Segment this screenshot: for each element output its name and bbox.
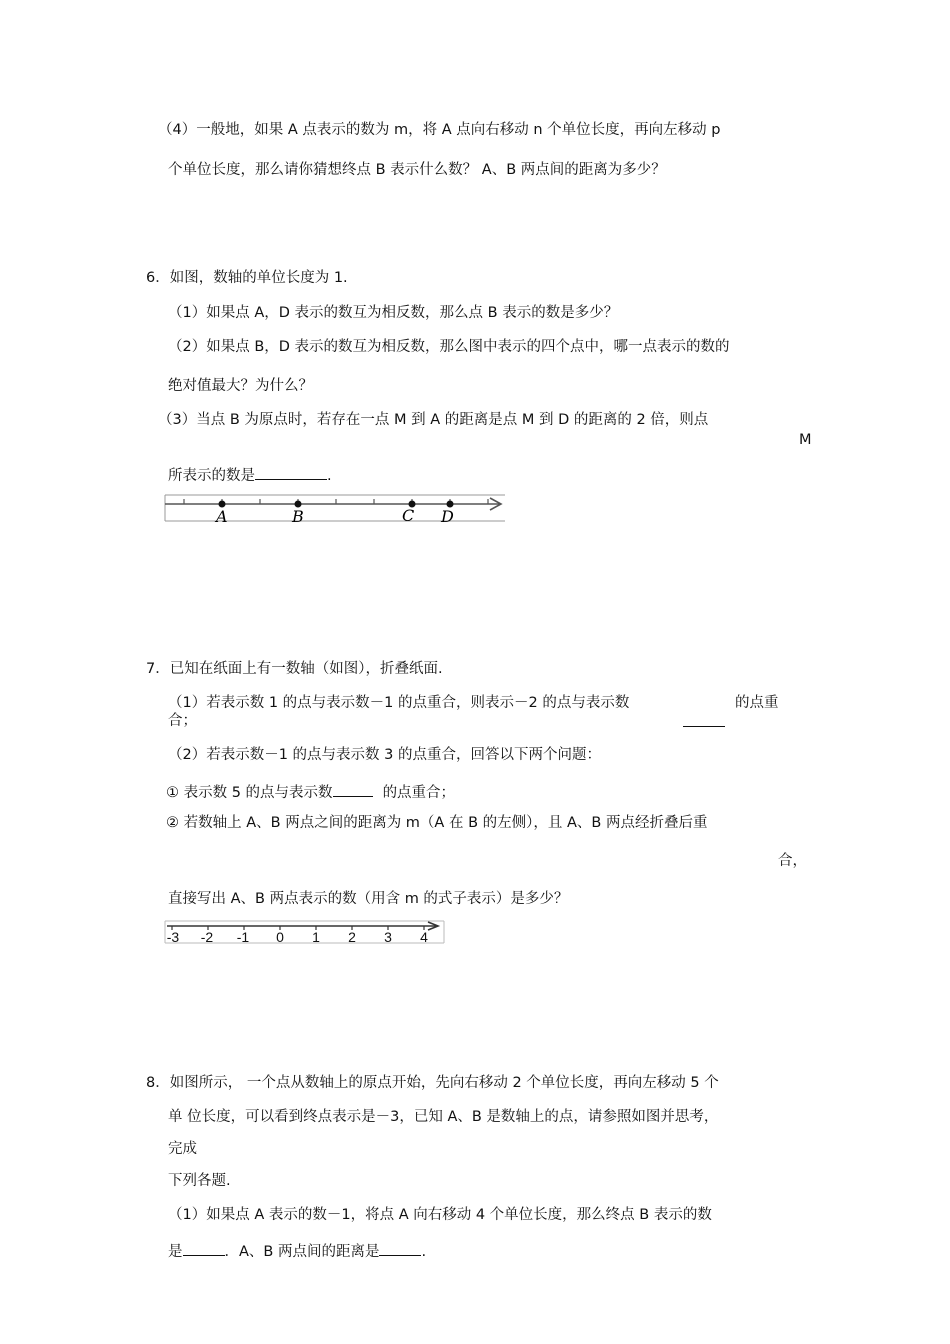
q8-line2: 单 位长度，可以看到终点表示是－3，已知 A、B 是数轴上的点，请参照如图并思考， (168, 1109, 719, 1125)
label-c: C (402, 506, 415, 524)
q6-part3-m: M (799, 432, 812, 448)
q8-part1-text-b: ．A、B 两点间的距离是 (224, 1244, 380, 1260)
tick-label: -2 (200, 929, 214, 944)
q7-part1-line1: （1）若表示数 1 的点与表示数－1 的点重合，则表示－2 的点与表示数 (168, 695, 630, 711)
q6-part3-line2 (168, 463, 332, 486)
q6-part3-line1: （3）当点 B 为原点时，若存在一点 M 到 A 的距离是点 M 到 D 的距离的 2 倍，则点 (158, 412, 709, 428)
q5-part4-line1: （4）一般地，如果 A 点表示的数为 m，将 A 点向右移动 n 个单位长度，再向左移动 p (158, 122, 721, 138)
tick-label: 4 (420, 929, 428, 944)
q6-part2-line2: 绝对值最大？为什么？ (168, 378, 313, 394)
q6-part1: （1）如果点 A，D 表示的数互为相反数，那么点 B 表示的数是多少？ (168, 305, 619, 321)
answer-blank[interactable] (333, 780, 373, 797)
q7-part1-line2: 合； (168, 713, 197, 729)
q7-number-line (164, 918, 445, 944)
q6-number-line (164, 492, 506, 524)
label-d: D (441, 507, 454, 524)
answer-blank[interactable] (183, 1239, 225, 1256)
q7-circle1-tail: 的点重合； (382, 785, 456, 801)
q8-line4: 下列各题. (168, 1173, 231, 1189)
tick-label: 1 (312, 929, 320, 944)
tick-label: -1 (236, 929, 250, 944)
q7-circle2-line1: ② 若数轴上 A、B 两点之间的距离为 m（A 在 B 的左侧），且 A、B 两点经折叠后重 (166, 815, 708, 831)
q7-circle1-text: ① 表示数 5 的点与表示数 (166, 785, 333, 801)
q7-number-line-figure (164, 918, 445, 944)
tick-label: -3 (166, 929, 180, 944)
answer-blank[interactable] (379, 1239, 421, 1256)
q8-part1-text-a: 是 (168, 1244, 183, 1260)
answer-blank[interactable] (255, 463, 327, 480)
tick-label: 3 (384, 929, 392, 944)
q6-part3-end: . (327, 468, 332, 484)
q5-part4-line2: 个单位长度，那么请你猜想终点 B 表示什么数？ A、B 两点间的距离为多少？ (168, 162, 666, 178)
q7-circle1-line (166, 780, 455, 803)
q7-circle2-line2: 直接写出 A、B 两点表示的数（用含 m 的式子表示）是多少？ (168, 891, 569, 907)
q6-stem: 6．如图，数轴的单位长度为 1. (146, 270, 348, 286)
q8-part1-line2 (168, 1239, 426, 1262)
q6-part2-line1: （2）如果点 B，D 表示的数互为相反数，那么图中表示的四个点中，哪一点表示的数的 (168, 339, 730, 355)
tick-label: 2 (348, 929, 356, 944)
q6-part3-text: 所表示的数是 (168, 468, 255, 484)
q7-stem: 7．已知在纸面上有一数轴（如图），折叠纸面. (146, 661, 443, 677)
q8-line3: 完成 (168, 1141, 197, 1157)
q8-line1: 8．如图所示， 一个点从数轴上的原点开始，先向右移动 2 个单位长度，再向左移动 5 个 (146, 1075, 719, 1091)
q6-number-line-figure (164, 492, 506, 524)
q8-part1-line1: （1）如果点 A 表示的数－1，将点 A 向右移动 4 个单位长度，那么终点 B 表示的数 (168, 1207, 712, 1223)
q8-part1-text-c: . (421, 1244, 427, 1260)
q7-part2: （2）若表示数－1 的点与表示数 3 的点重合，回答以下两个问题： (168, 747, 602, 763)
q7-circle2-tail: 合， (778, 853, 807, 869)
answer-blank[interactable] (683, 710, 725, 727)
label-a: A (216, 507, 228, 524)
q7-part1-tail: 的点重 (735, 695, 779, 711)
label-b: B (292, 507, 304, 524)
tick-label: 0 (276, 929, 284, 944)
